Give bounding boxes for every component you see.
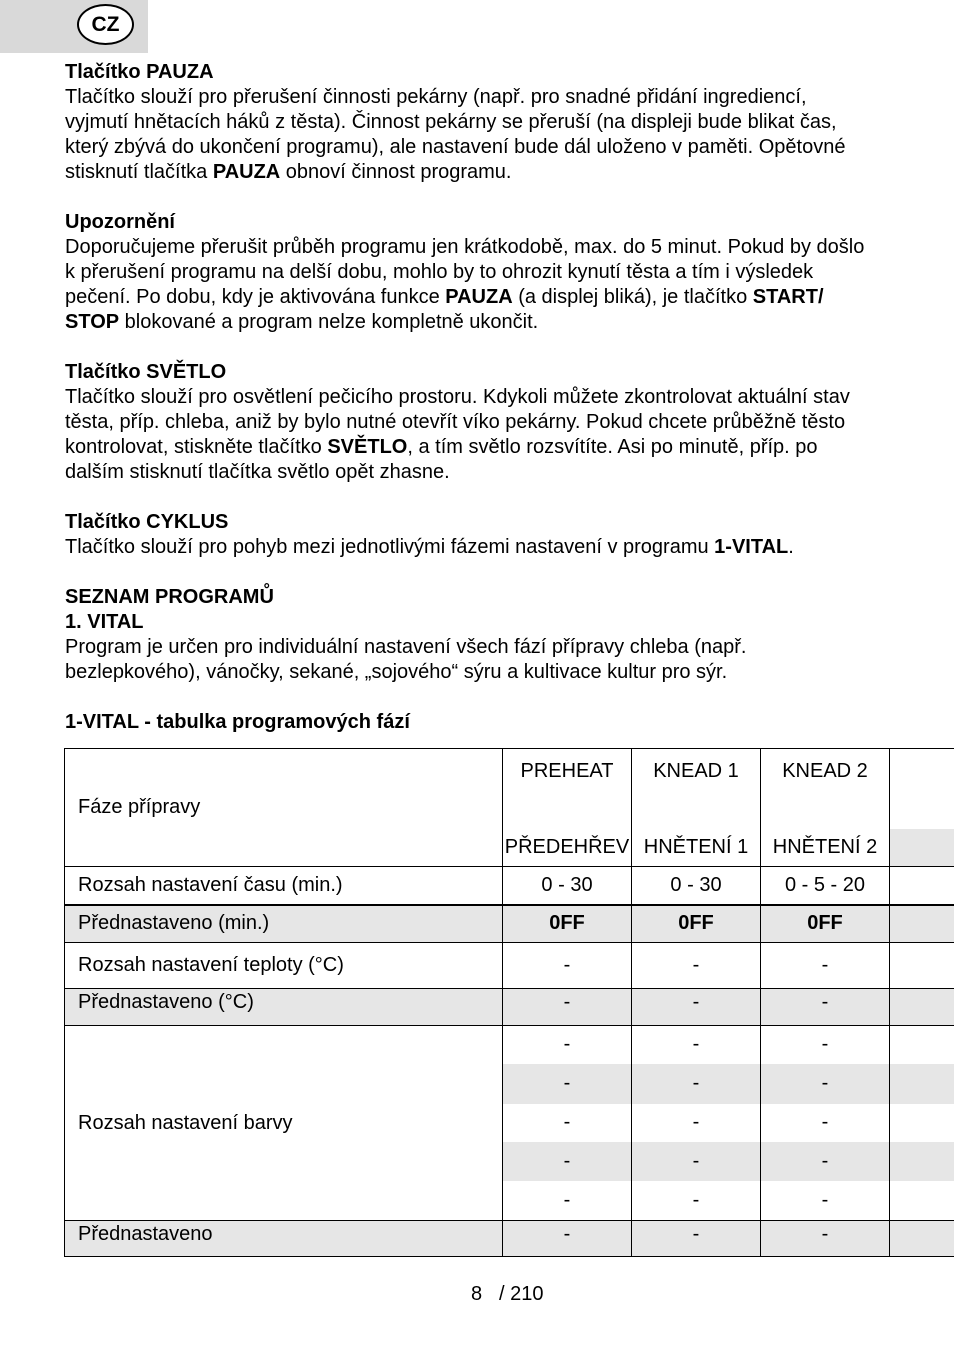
paragraph-line: který zbývá do ukončení programu), ale nastavení bude dál uloženo v paměti. Opětovné — [65, 136, 846, 158]
paragraph-line: těsta, příp. chleba, aniž by bylo nutné otevřít víko pekárny. Pokud chcete průběžně těsto — [65, 411, 846, 433]
language-badge: CZ — [77, 4, 134, 45]
table-row — [65, 989, 954, 1026]
row-label: Rozsah nastavení teploty (°C) — [65, 943, 503, 989]
row-label: Přednastaveno — [65, 1221, 503, 1257]
table-cell — [890, 749, 954, 829]
phase-label: Fáze přípravy — [65, 749, 503, 867]
table-row — [65, 905, 954, 943]
row-label: Přednastaveno (°C) — [65, 989, 503, 1026]
table-cell: - — [632, 1181, 761, 1221]
text-run: blokované a program nelze kompletně ukončit. — [119, 311, 539, 333]
phase-name-cz: PŘEDEHŘEV — [503, 829, 632, 867]
button-name: PAUZA — [212, 161, 281, 183]
row-label: Přednastaveno (min.) — [65, 905, 503, 943]
text-run: obnoví činnost programu. — [280, 161, 512, 183]
table-cell: - — [503, 1221, 632, 1257]
paragraph-gap — [65, 560, 945, 585]
table-cell: - — [632, 989, 761, 1026]
table-cell: - — [761, 989, 890, 1026]
table-row — [65, 867, 954, 905]
text-run: stisknutí tlačítka — [65, 161, 213, 183]
paragraph-line: Tlačítko slouží pro přerušení činnosti pekárny (např. pro snadné přidání ingrediencí, — [65, 86, 807, 108]
table-cell — [890, 829, 954, 867]
table-cell — [890, 905, 954, 943]
paragraph-gap — [65, 685, 945, 710]
table-cell: - — [632, 1142, 761, 1181]
heading-warning: Upozornění — [65, 211, 175, 233]
table-cell — [890, 943, 954, 989]
heading-light-button: Tlačítko SVĚTLO — [65, 361, 227, 383]
table-cell — [890, 989, 954, 1026]
table-cell: - — [503, 1026, 632, 1064]
phase-name-en: KNEAD 1 — [632, 749, 761, 829]
page-footer — [0, 1282, 954, 1307]
table-cell — [890, 1064, 954, 1104]
paragraph-line: Doporučujeme přerušit průběh programu jen krátkodobě, max. do 5 minut. Pokud by došlo — [65, 236, 865, 258]
paragraph-line — [65, 285, 945, 310]
paragraph-line: dalším stisknutí tlačítka světlo opět zhasne. — [65, 461, 450, 483]
phase-name-cz: HNĚTENÍ 1 — [632, 829, 761, 867]
heading-pause-button: Tlačítko PAUZA — [65, 61, 214, 83]
paragraph-line: Tlačítko slouží pro osvětlení pečicího prostoru. Kdykoli můžete zkontrolovat aktuální stav — [65, 386, 850, 408]
text-run: . — [788, 536, 794, 558]
paragraph-line — [65, 435, 945, 460]
phase-name-en: KNEAD 2 — [761, 749, 890, 829]
text-run: Tlačítko slouží pro pohyb mezi jednotlivými fázemi nastavení v programu — [65, 536, 715, 558]
table-cell: - — [503, 1104, 632, 1142]
table-cell: 0FF — [503, 905, 632, 943]
text-run: kontrolovat, stiskněte tlačítko — [65, 436, 328, 458]
table-row — [65, 1221, 954, 1257]
table-cell: - — [761, 1104, 890, 1142]
program-name: 1-VITAL — [714, 536, 789, 558]
subheading-program: 1. VITAL — [65, 611, 144, 633]
button-name: SVĚTLO — [327, 436, 408, 458]
table-cell: 0FF — [632, 905, 761, 943]
table-cell: - — [761, 1064, 890, 1104]
table-cell: 0 - 5 - 20 — [761, 867, 890, 905]
button-name: START/ — [752, 286, 824, 308]
table-cell: 0 - 30 — [632, 867, 761, 905]
table-cell: - — [503, 989, 632, 1026]
table-cell — [890, 1142, 954, 1181]
table-row — [65, 943, 954, 989]
text-run: (a displej bliká), je tlačítko — [512, 286, 753, 308]
table-cell: - — [761, 1221, 890, 1257]
paragraph-gap — [65, 185, 945, 210]
paragraph-gap — [65, 485, 945, 510]
table-cell — [890, 1181, 954, 1221]
table-cell: - — [761, 1026, 890, 1064]
table-cell — [890, 1221, 954, 1257]
paragraph-line: Program je určen pro individuální nastavení všech fází přípravy chleba (např. — [65, 636, 747, 658]
table-cell: - — [503, 1064, 632, 1104]
paragraph-line — [65, 535, 945, 560]
button-name: STOP — [65, 311, 120, 333]
paragraph-line: vyjmutí hnětacích háků z těsta). Činnost pekárny se přeruší (na displeji bude blikat čas, — [65, 111, 837, 133]
phase-name-en: PREHEAT — [503, 749, 632, 829]
phase-name-cz: HNĚTENÍ 2 — [761, 829, 890, 867]
paragraph-gap — [65, 335, 945, 360]
paragraph-line — [65, 310, 945, 335]
table-cell: - — [632, 1026, 761, 1064]
table-title: 1-VITAL - tabulka programových fází — [65, 711, 410, 733]
table-cell: - — [632, 1104, 761, 1142]
table-cell — [890, 867, 954, 905]
heading-program-list: SEZNAM PROGRAMŮ — [65, 586, 274, 608]
table-header-row — [65, 749, 954, 829]
manual-body — [65, 60, 945, 735]
heading-cycle-button: Tlačítko CYKLUS — [65, 511, 229, 533]
table-cell: - — [761, 1142, 890, 1181]
paragraph-line — [65, 160, 945, 185]
table-cell: - — [632, 943, 761, 989]
paragraph-line: k přerušení programu na delší dobu, mohlo by to ohrozit kynutí těsta a tím i výsledek — [65, 261, 814, 283]
page-number: 8 — [471, 1283, 483, 1305]
table-cell: - — [632, 1064, 761, 1104]
table-cell: 0 - 30 — [503, 867, 632, 905]
row-label: Rozsah nastavení barvy — [65, 1026, 503, 1221]
table-row — [65, 1026, 954, 1064]
table-cell: - — [503, 1181, 632, 1221]
button-name: PAUZA — [445, 286, 513, 308]
row-label: Rozsah nastavení času (min.) — [65, 867, 503, 905]
table-cell: - — [761, 1181, 890, 1221]
table-cell: - — [632, 1221, 761, 1257]
table-cell: 0FF — [761, 905, 890, 943]
table-cell: - — [503, 1142, 632, 1181]
paragraph-line: bezlepkového), vánočky, sekané, „sojového“ sýru a kultivace kultur pro sýr. — [65, 661, 728, 683]
table-cell: - — [761, 943, 890, 989]
table-cell — [890, 1104, 954, 1142]
page-total: / 210 — [499, 1283, 544, 1305]
table-cell: - — [503, 943, 632, 989]
text-run: , a tím světlo rozsvítíte. Asi po minutě, příp. po — [407, 436, 818, 458]
table-cell — [890, 1026, 954, 1064]
text-run: pečení. Po dobu, kdy je aktivována funkce — [65, 286, 446, 308]
program-phase-table — [64, 748, 954, 1257]
language-tab — [0, 0, 148, 53]
